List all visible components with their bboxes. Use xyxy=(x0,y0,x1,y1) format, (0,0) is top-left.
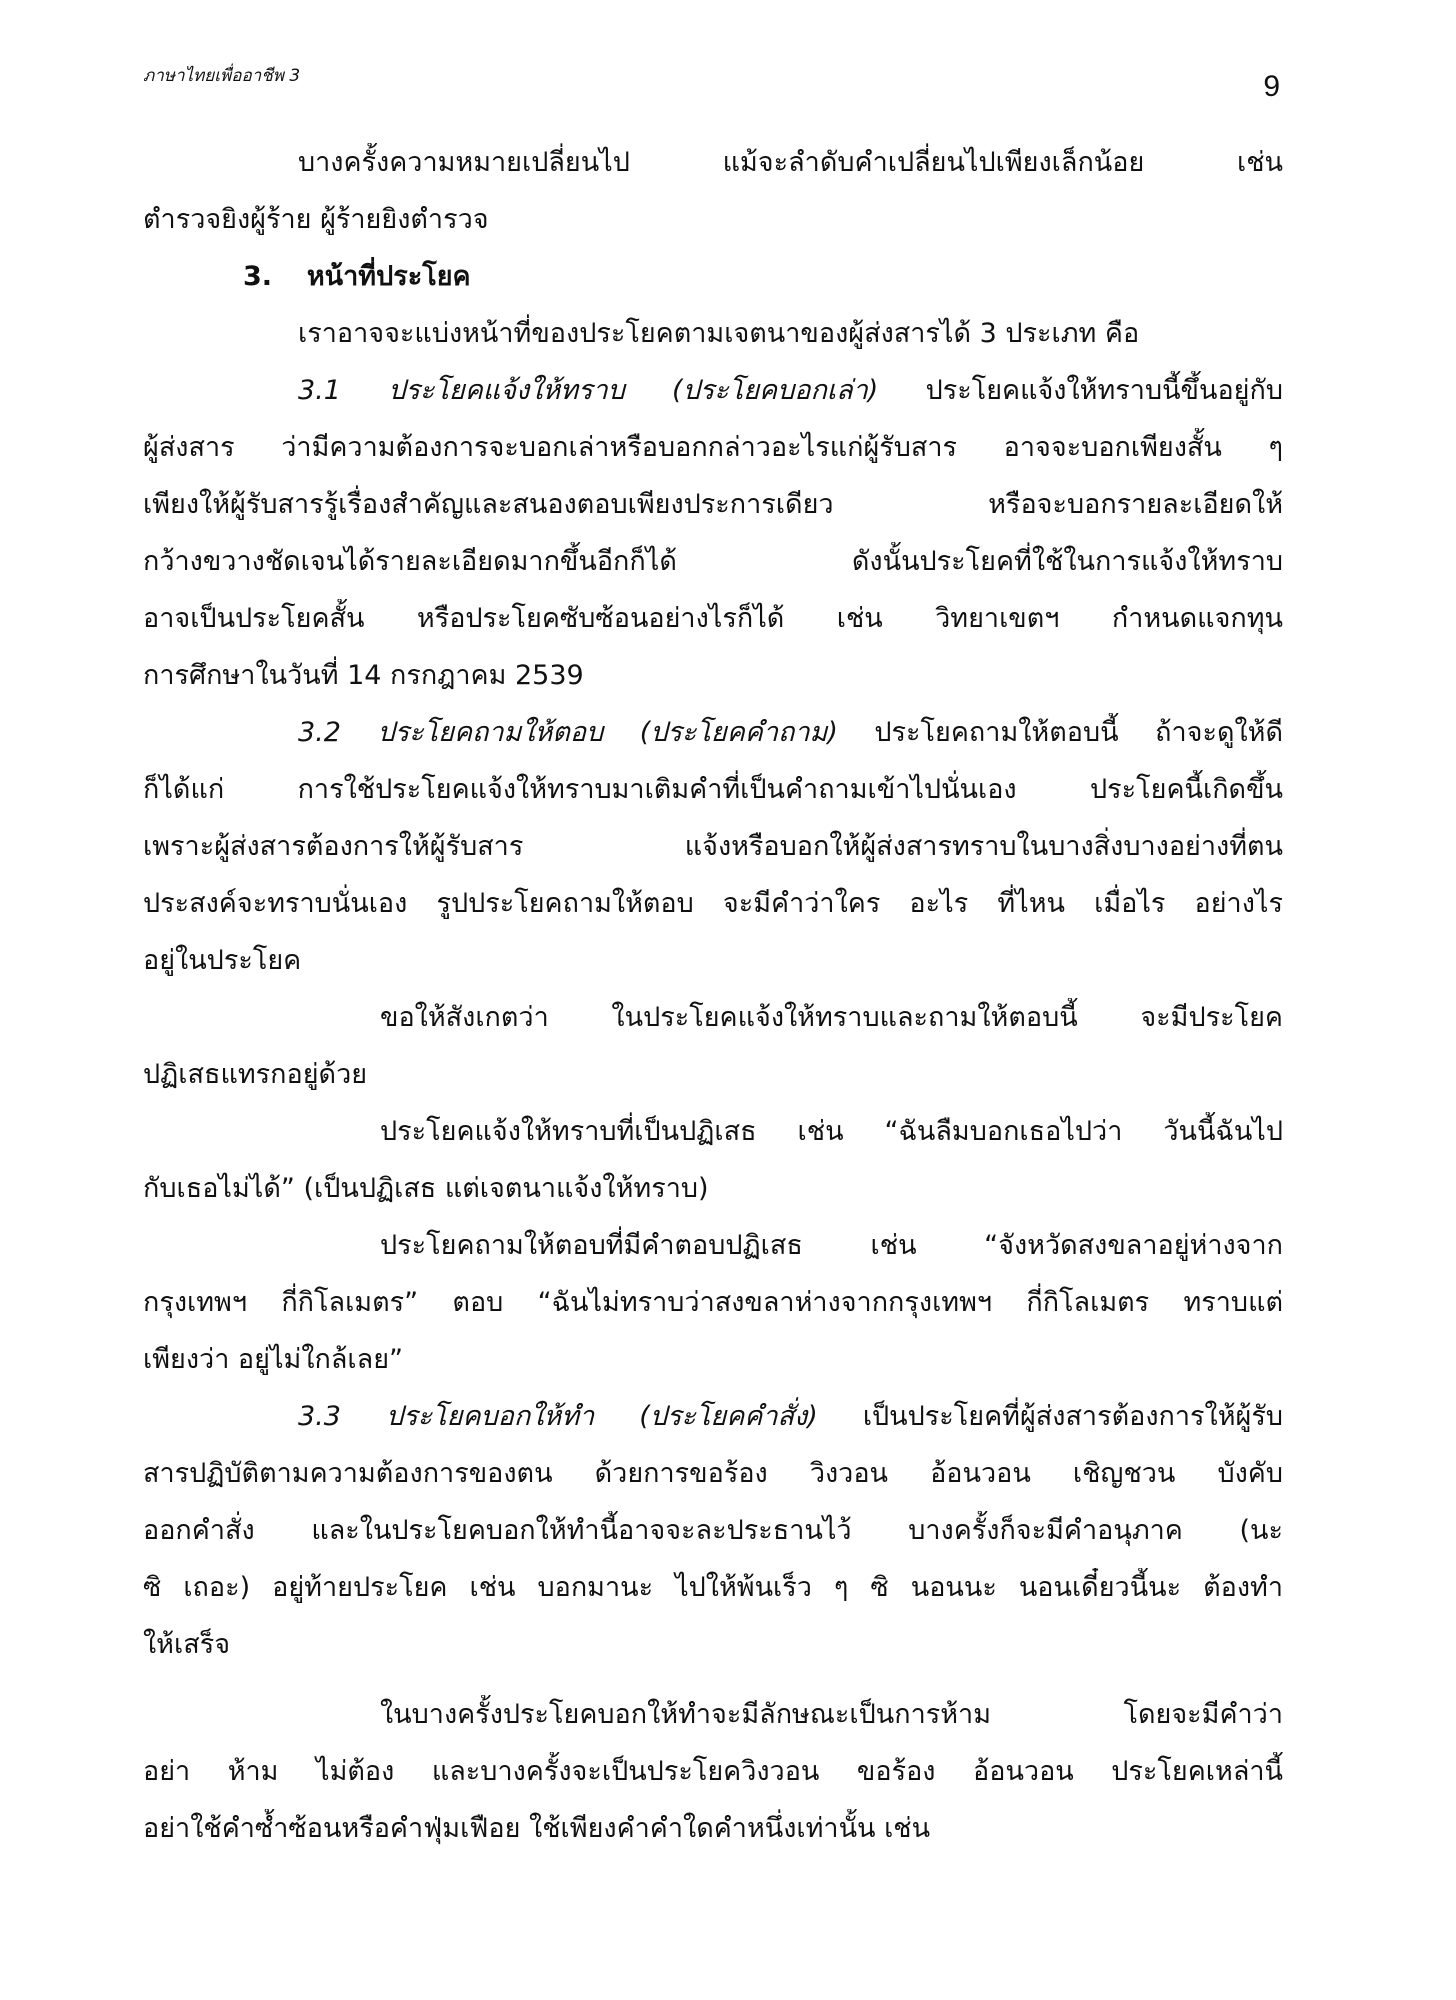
paragraph-line: กรุงเทพฯ กี่กิโลเมตร” ตอบ “ฉันไม่ทราบว่าสงขลาห่างจากกรุงเทพฯ กี่กิโลเมตร ทราบแต่ xyxy=(143,1287,1283,1318)
paragraph-line: อยู่ในประโยค xyxy=(143,945,302,976)
subsection-text: เป็นประโยคที่ผู้ส่งสารต้องการให้ผู้รับ xyxy=(862,1401,1283,1432)
paragraph-line: ปฏิเสธแทรกอยู่ด้วย xyxy=(143,1059,368,1090)
paragraph-line: ผู้ส่งสาร ว่ามีความต้องการจะบอกเล่าหรือบอกกล่าวอะไรแก่ผู้รับสาร อาจจะบอกเพียงสั้น ๆ xyxy=(143,432,1283,463)
paragraph-line: ซิ เถอะ) อยู่ท้ายประโยค เช่น บอกมานะ ไปให้พ้นเร็ว ๆ ซิ นอนนะ นอนเดี๋ยวนี้นะ ต้องทำ xyxy=(143,1572,1283,1603)
paragraph-line: ออกคำสั่ง และในประโยคบอกให้ทำนี้อาจจะละประธานไว้ บางครั้งก็จะมีคำอนุภาค (นะ xyxy=(143,1515,1283,1546)
subsection-text: ประโยคถามให้ตอบนี้ ถ้าจะดูให้ดี xyxy=(874,717,1283,748)
paragraph-line: กว้างขวางชัดเจนได้รายละเอียดมากขึ้นอีกก็ได้ ดังนั้นประโยคที่ใช้ในการแจ้งให้ทราบ xyxy=(143,546,1283,577)
page-number: 9 xyxy=(1263,70,1280,103)
paragraph-line: ประสงค์จะทราบนั่นเอง รูปประโยคถามให้ตอบ จะมีคำว่าใคร อะไร ที่ไหน เมื่อไร อย่างไร xyxy=(143,888,1283,919)
paragraph-line: เพียงว่า อยู่ไม่ใกล้เลย” xyxy=(143,1344,404,1375)
subsection-3-2-line xyxy=(143,713,1283,753)
paragraph-line: อย่าใช้คำซ้ำซ้อนหรือคำฟุ่มเฟือย ใช้เพียงคำคำใดคำหนึ่งเท่านั้น เช่น xyxy=(143,1813,931,1844)
subsection-3-1-line xyxy=(143,371,1283,411)
paragraph-line: ในบางครั้งประโยคบอกให้ทำจะมีลักษณะเป็นการห้าม โดยจะมีคำว่า xyxy=(380,1699,1283,1730)
section-heading-3 xyxy=(243,257,471,297)
subsection-heading: 3.3 ประโยคบอกให้ทำ (ประโยคคำสั่ง) xyxy=(298,1401,818,1432)
paragraph-line: อาจเป็นประโยคสั้น หรือประโยคซับซ้อนอย่างไรก็ได้ เช่น วิทยาเขตฯ กำหนดแจกทุน xyxy=(143,603,1283,634)
paragraph-line: ให้เสร็จ xyxy=(143,1629,231,1660)
paragraph-line: เพราะผู้ส่งสารต้องการให้ผู้รับสาร แจ้งหรือบอกให้ผู้ส่งสารทราบในบางสิ่งบางอย่างที่ตน xyxy=(143,831,1283,862)
paragraph-line: ก็ได้แก่ การใช้ประโยคแจ้งให้ทราบมาเติมคำที่เป็นคำถามเข้าไปนั่นเอง ประโยคนี้เกิดขึ้น xyxy=(143,774,1283,805)
paragraph-line: เราอาจจะแบ่งหน้าที่ของประโยคตามเจตนาของผู้ส่งสารได้ 3 ประเภท คือ xyxy=(298,318,1140,349)
paragraph-line: สารปฏิบัติตามความต้องการของตน ด้วยการขอร้อง วิงวอน อ้อนวอน เชิญชวน บังคับ xyxy=(143,1458,1283,1489)
paragraph-line: เพียงให้ผู้รับสารรู้เรื่องสำคัญและสนองตอบเพียงประการเดียว หรือจะบอกรายละเอียดให้ xyxy=(143,489,1283,520)
subsection-3-3-line xyxy=(143,1397,1283,1437)
subsection-heading: 3.2 ประโยคถามให้ตอบ (ประโยคคำถาม) xyxy=(298,717,838,748)
section-number: 3. xyxy=(243,261,273,292)
paragraph-line: ตำรวจยิงผู้ร้าย ผู้ร้ายยิงตำรวจ xyxy=(143,204,489,235)
paragraph-line: การศึกษาในวันที่ 14 กรกฎาคม 2539 xyxy=(143,660,584,691)
paragraph-line: บางครั้งความหมายเปลี่ยนไป แม้จะลำดับคำเปลี่ยนไปเพียงเล็กน้อย เช่น xyxy=(298,147,1283,178)
paragraph-line: ขอให้สังเกตว่า ในประโยคแจ้งให้ทราบและถามให้ตอบนี้ จะมีประโยค xyxy=(380,1002,1283,1033)
running-header: ภาษาไทยเพื่ออาชีพ 3 xyxy=(143,66,301,86)
subsection-heading: 3.1 ประโยคแจ้งให้ทราบ (ประโยคบอกเล่า) xyxy=(298,375,879,406)
subsection-text: ประโยคแจ้งให้ทราบนี้ขึ้นอยู่กับ xyxy=(925,375,1283,406)
paragraph-line: กับเธอไม่ได้” (เป็นปฏิเสธ แต่เจตนาแจ้งให้ทราบ) xyxy=(143,1173,709,1204)
paragraph-line: ประโยคถามให้ตอบที่มีคำตอบปฏิเสธ เช่น “จังหวัดสงขลาอยู่ห่างจาก xyxy=(380,1230,1283,1261)
paragraph-line: ประโยคแจ้งให้ทราบที่เป็นปฏิเสธ เช่น “ฉันลืมบอกเธอไปว่า วันนี้ฉันไป xyxy=(380,1116,1283,1147)
section-title: หน้าที่ประโยค xyxy=(306,261,471,292)
paragraph-line: อย่า ห้าม ไม่ต้อง และบางครั้งจะเป็นประโยควิงวอน ขอร้อง อ้อนวอน ประโยคเหล่านี้ xyxy=(143,1756,1283,1787)
